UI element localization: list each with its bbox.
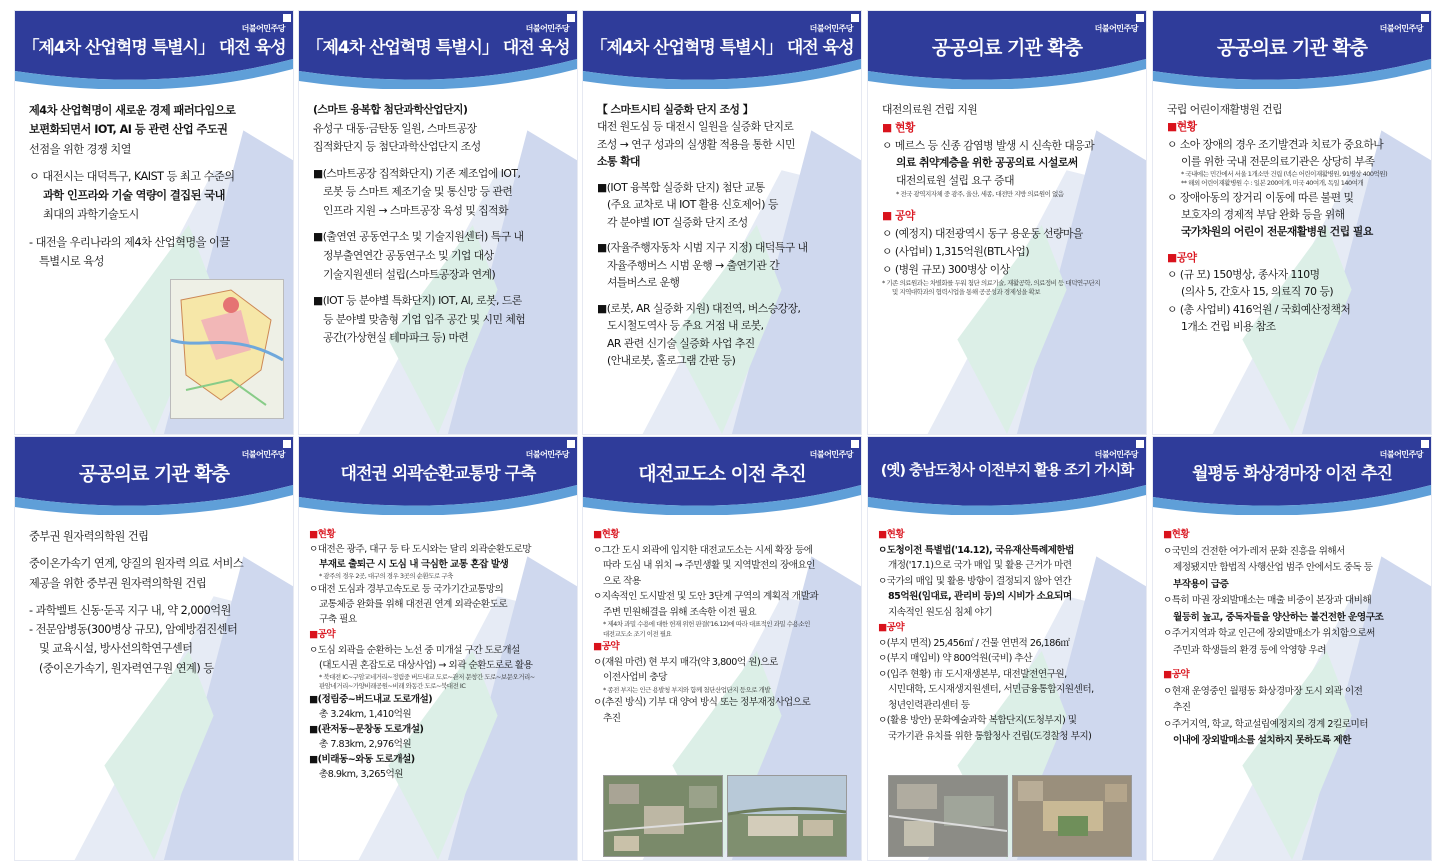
text-line: 주민과 학생들의 환경 등에 악영향 우려: [1173, 644, 1327, 656]
text-line: (대도시권 혼잡도로 대상사업) → 외곽 순환도로로 활용: [319, 659, 533, 671]
card-title: 대전권 외곽순환교통망 구축: [340, 464, 536, 484]
text-line: 85억원(임대료, 관리비 등)의 시비가 소요되며: [888, 591, 1072, 603]
footnote: * 기존 의료원과는 차별화를 두워 첨단 의료기술, 재활공학, 의료정비 등 대덕연구단지: [882, 278, 1101, 287]
section-heading: ■공약: [878, 622, 905, 634]
text-line: 대전의료원 설립 요구 증대: [896, 174, 1015, 188]
text-line: 주변 민원해결을 위해 조속한 이전 필요: [603, 606, 757, 618]
card-title: (옛) 충남도청사 이전부지 활용 조기 가시화: [880, 463, 1134, 479]
footnote: * 종전 부지는 인근 용발청 부지와 함께 첨단산업단지 등으로 개발: [603, 685, 771, 694]
text-line: 소통 확대: [597, 155, 640, 169]
text-line: 조성 → 연구 성과의 실생활 적용을 통한 시민: [597, 137, 795, 151]
text-line: 최대의 과학기술도시: [43, 208, 139, 222]
text-line: 공간(가상현실 테마파크 등) 마련: [323, 331, 469, 345]
text-line: ㅇ도심 외곽을 순환하는 노선 중 미개설 구간 도로개설: [309, 644, 520, 656]
aerial-photo-provincial-office: [1012, 775, 1132, 857]
card-medical-1: [867, 10, 1147, 435]
text-line: ■(관저동~문창동 도로개설): [309, 723, 424, 735]
footnote: 대전교도소 조기 이전 필요: [603, 629, 672, 638]
text-line: ■(출연연 공동연구소 및 기술지원센터) 특구 내: [313, 230, 524, 244]
text-line: 따라 도심 내 위치 → 주민생활 및 지역발전의 장애요인: [603, 560, 816, 572]
card-industry-3: [582, 10, 862, 435]
text-line: ■(로봇, AR 실증화 지원) 대전역, 버스승강장,: [597, 301, 801, 315]
card-body: [1167, 101, 1419, 335]
card-title: 대전교도소 이전 추진: [638, 463, 806, 485]
text-line: ㅇ (총 사업비) 416억원 / 국회예산정책처: [1167, 302, 1351, 316]
text-line: ㅇ (사업비) 1,315억원(BTL사업): [882, 245, 1030, 259]
aerial-photo-city: [603, 775, 723, 857]
text-line: 【 스마트시티 실증화 단지 조성 】: [597, 103, 754, 116]
text-line: ㅇ그간 도시 외곽에 입지한 대전교도소는 시세 확장 등에: [593, 544, 813, 556]
party-logo: 더불어민주당: [525, 24, 569, 33]
card-title: 공공의료 기관 확충: [1216, 37, 1368, 59]
footnote: * 국내에는 민간에서 서울 1개소만 건립 (넥슨 어린이재활병원, 91병상 400억원): [1181, 170, 1388, 179]
text-line: 으로 작용: [603, 575, 641, 587]
section-heading: ■공약: [593, 641, 620, 653]
section-heading: ■현황: [309, 529, 336, 540]
card-body: [29, 101, 281, 271]
text-line: 구축 필요: [319, 614, 357, 626]
text-line: ㅇ (규 모) 150병상, 종사자 110명: [1167, 267, 1320, 281]
text-line: 국가차원의 어린이 전문재활병원 건립 필요: [1181, 225, 1373, 239]
aerial-photo-downtown: [888, 775, 1008, 857]
text-line: 정부출연연간 공동연구소 및 기업 대상: [323, 248, 494, 262]
card-medical-3: [14, 436, 294, 861]
card-body: [593, 527, 853, 726]
corner-mark: [283, 14, 291, 22]
text-line: 이전사업비 충당: [603, 672, 667, 684]
text-line: 개정('17.1)으로 국가 매입 및 활용 근거가 마련: [888, 560, 1072, 572]
aerial-photo-prison: [727, 775, 847, 857]
text-line: 선점을 위한 경쟁 치열: [29, 142, 131, 156]
text-line: 인프라 지원 → 스마트공장 육성 및 집적화: [323, 203, 509, 217]
card-industry-1: [14, 10, 294, 435]
section-heading: ■공약: [1163, 669, 1190, 680]
text-line: ㅇ (병원 규모) 300병상 이상: [882, 262, 1010, 276]
text-line: ㅇ국가의 매입 및 활용 방향이 결정되지 않아 연간: [878, 575, 1072, 587]
party-logo: 더불어민주당: [241, 450, 285, 459]
text-line: 부재로 출퇴근 시 도심 내 극심한 교통 혼잡 발생: [319, 559, 509, 571]
section-heading: ■공약: [309, 629, 336, 641]
section-heading: ■ 현황: [882, 120, 915, 134]
footnote: 및 지역대학과의 협력시업을 통해 공공성과 경제성을 확보: [892, 288, 1041, 297]
text-line: ㅇ(추진 방식) 기부 대 양여 방식 또는 정부재정사업으로: [593, 697, 811, 709]
text-line: (스마트 융복합 첨단과학산업단지): [313, 103, 468, 116]
corner-mark: [1136, 440, 1144, 448]
card-body: [882, 101, 1134, 298]
text-line: 및 교육시설, 방사선의학연구센터: [39, 642, 193, 656]
corner-mark: [567, 14, 575, 22]
text-line: ■(자율주행자동차 시범 지구 지정) 대덕특구 내: [597, 241, 808, 255]
text-line: ■(IOT 융복합 실증화 단지) 첨단 교통: [597, 180, 765, 194]
text-line: 대전 원도심 등 대전시 일원을 실증화 단지로: [597, 120, 794, 134]
party-logo: 더불어민주당: [525, 450, 569, 459]
text-line: 월등히 높고, 중독자들을 양산하는 불건전한 운영구조: [1173, 611, 1384, 623]
card-title: 공공의료 기관 확충: [78, 463, 230, 485]
text-line: 중부권 원자력의학원 건립: [29, 530, 149, 543]
text-line: 교통체증 완화를 위해 대전권 연계 외곽순환도로: [319, 599, 508, 611]
text-line: 청년인력관리센터 등: [888, 699, 970, 711]
text-line: 자율주행버스 시범 운행 → 출연기관 간: [607, 258, 780, 272]
text-line: AR 관련 신기술 실증화 사업 추진: [607, 336, 755, 350]
text-line: ■(IOT 등 분야별 특화단지) IOT, AI, 로봇, 드론: [313, 294, 522, 308]
section-heading: ■ 공약: [882, 209, 915, 223]
text-line: 국립 어린이재활병원 건립: [1167, 103, 1283, 116]
card-body: [878, 527, 1138, 744]
text-line: 추진: [603, 712, 621, 724]
text-line: 대전의료원 건립 지원: [882, 103, 978, 116]
text-line: 로봇 등 스마트 제조기술 및 통신망 등 관련: [323, 185, 513, 199]
card-industry-2: [298, 10, 578, 435]
text-line: 의료 취약계층을 위한 공공의료 시설로써: [896, 156, 1078, 170]
text-line: 추진: [1173, 702, 1191, 713]
party-logo: 더불어민주당: [809, 450, 853, 459]
text-line: 총8.9km, 3,265억원: [319, 769, 404, 781]
corner-mark: [567, 440, 575, 448]
text-line: ㅇ(재원 마련) 현 부지 매각(약 3,800억 원)으로: [593, 656, 778, 668]
text-line: 보편화되면서 IOT, AI 등 관련 산업 주도권: [29, 123, 228, 137]
text-line: 총 7.83km, 2,976억원: [319, 739, 412, 751]
text-line: (중이온가속기, 원자력연구원 연계) 등: [39, 661, 214, 675]
text-line: 과학 인프라와 기술 역량이 결집된 국내: [43, 189, 225, 203]
text-line: - 대전을 우리나라의 제4차 산업혁명을 이끌: [29, 235, 230, 249]
text-line: ㅇ지속적인 도시발전 및 도안 3단계 구역의 계획적 개발과: [593, 591, 819, 603]
card-title: 「제4차 산업혁명 특별시」 대전 육성: [306, 38, 570, 58]
text-line: ■(스마트공장 집적화단지) 기존 제조업에 IOT,: [313, 166, 521, 180]
corner-mark: [1421, 14, 1429, 22]
text-line: ㅇ특히 마권 장외발매소는 매출 비중이 본장과 대비해: [1163, 595, 1372, 606]
text-line: ㅇ(부지 면적) 25,456㎡ / 건물 연면적 26,186㎡: [878, 637, 1070, 649]
text-line: 중이온가속기 연계, 양질의 원자력 의료 서비스: [29, 557, 244, 571]
text-line: ㅇ 장애아동의 장거리 이동에 따른 불편 및: [1167, 190, 1354, 204]
footnote: * 전국 광역지자체 중 광주, 울산, 세종, 대전만 지방 의료원이 없음: [896, 190, 1064, 199]
text-line: ㅇ대전은 광주, 대구 등 타 도시와는 달리 외곽순환도로망: [309, 544, 532, 556]
footnote: 판암네거리~가양비래공원~비래 와동간 도로~북대전 IC: [319, 682, 466, 691]
map-image: [170, 279, 284, 419]
footnote: * 제4차 과밀 수용에 대한 헌재 위헌 판결('16.12)에 따라 대표적인 과밀 수용소인: [603, 620, 810, 629]
text-line: 도시철도역사 등 주요 거점 내 로봇,: [607, 319, 764, 333]
card-old-provincial-office: [867, 436, 1147, 861]
text-line: 제4차 산업혁명이 새로운 경제 패러다임으로: [29, 104, 236, 117]
corner-mark: [851, 14, 859, 22]
text-line: ㅇ(부지 매입비) 약 800억원(국비) 추산: [878, 653, 1032, 665]
text-line: (주요 교차로 내 IOT 활용 신호제어) 등: [607, 198, 778, 212]
section-heading: ■현황: [1167, 120, 1197, 134]
section-heading: ■공약: [1167, 250, 1197, 264]
party-logo: 더불어민주당: [241, 24, 285, 33]
party-logo: 더불어민주당: [1094, 450, 1138, 459]
text-line: ㅇ 대전시는 대덕특구, KAIST 등 최고 수준의: [29, 169, 235, 183]
text-line: 보호자의 경제적 부담 완화 등을 위해: [1181, 208, 1345, 222]
text-line: 이내에 장외발매소를 설치하지 못하도록 제한: [1173, 735, 1351, 746]
text-line: 국가기관 유치를 위한 통합청사 건립(도경찰청 부지): [888, 730, 1092, 742]
card-prison: [582, 436, 862, 861]
footnote: * 북대전 IC~구암교네거리~정림중 버드내교 도로~관저 문창간 도로~보문오거리~: [319, 672, 535, 681]
text-line: ㅇ대전 도심과 경부고속도로 등 국가기간교통망의: [309, 583, 504, 595]
text-line: 시민대학, 도시재생지원센터, 서민금융통합지원센터,: [888, 684, 1094, 696]
text-line: 제공을 위한 중부권 원자력의학원 건립: [29, 576, 207, 590]
text-line: 특별시로 육성: [39, 254, 104, 268]
section-heading: ■현황: [593, 529, 620, 540]
card-body: [1163, 527, 1423, 750]
footnote: ** 해외 어린이재활병원 수 : 일본 200여개, 미국 40여개, 독일 140여개: [1181, 179, 1364, 188]
text-line: ■(정림중~버드내교 도로개설): [309, 693, 433, 705]
text-line: ㅇ 소아 장애의 경우 조기발견과 치료가 중요하나: [1167, 137, 1384, 151]
text-line: ㅇ국민의 건전한 여가·레저 문화 진흥을 위해서: [1163, 545, 1345, 557]
corner-mark: [283, 440, 291, 448]
card-title: 「제4차 산업혁명 특별시」 대전 육성: [22, 38, 286, 58]
card-horse-racing: [1152, 436, 1432, 861]
footnote: * 광주의 경우 2곳, 대구의 경우 3곳의 순환도로 구축: [319, 572, 453, 581]
corner-mark: [851, 440, 859, 448]
text-line: - 과학벨트 신동·둔곡 지구 내, 약 2,000억원: [29, 603, 231, 617]
card-title: 월평동 화상경마장 이전 추진: [1192, 464, 1392, 484]
text-line: 집적화단지 등 첨단과학산업단지 조성: [313, 140, 481, 154]
party-logo: 더불어민주당: [1094, 24, 1138, 33]
card-body: [597, 101, 849, 370]
text-line: ㅇ(입주 현황) 市 도시재생본부, 대전발전연구원,: [878, 668, 1067, 680]
text-line: ㅇ 메르스 등 신종 감염병 발생 시 신속한 대응과: [882, 138, 1095, 152]
section-heading: ■현황: [878, 529, 905, 540]
card-body: [29, 527, 281, 678]
corner-mark: [1136, 14, 1144, 22]
party-logo: 더불어민주당: [809, 24, 853, 33]
party-logo: 더불어민주당: [1379, 450, 1423, 459]
text-line: 1개소 건립 비용 참조: [1181, 319, 1276, 333]
card-transport: [298, 436, 578, 861]
text-line: 지속적인 원도심 침체 야기: [888, 606, 993, 618]
text-line: - 전문암병동(300병상 규모), 암예방검진센터: [29, 623, 238, 637]
text-line: ㅇ현재 운영중인 월평동 화상경마장 도시 외곽 이전: [1163, 685, 1363, 697]
text-line: ㅇ(활용 방안) 문화예술과학 복합단지(도청부지) 및: [878, 715, 1077, 727]
card-title: 「제4차 산업혁명 특별시」 대전 육성: [590, 38, 854, 58]
section-heading: ■현황: [1163, 529, 1190, 540]
card-title: 공공의료 기관 확충: [931, 37, 1083, 59]
text-line: 기술지원센터 설립(스마트공장과 연계): [323, 267, 496, 281]
text-line: ㅇ주거지역, 학교, 학교설립예정지의 경계 2킬로미터: [1163, 718, 1369, 730]
party-logo: 더불어민주당: [1379, 24, 1423, 33]
text-line: 각 분야별 IOT 실증화 단지 조성: [607, 215, 748, 229]
text-line: 등 분야별 맞춤형 기업 입주 공간 및 시민 체험: [323, 312, 526, 326]
text-line: ㅇ주거지역과 학교 인근에 장외발매소가 위치함으로써: [1163, 628, 1375, 639]
card-medical-2: [1152, 10, 1432, 435]
text-line: 이를 위한 국내 전문의료기관은 상당히 부족: [1181, 154, 1375, 168]
corner-mark: [1421, 440, 1429, 448]
text-line: ㅇ (예정지) 대전광역시 동구 용운동 선량마을: [882, 227, 1083, 241]
text-line: 유성구 대동·금탄동 일원, 스마트공장: [313, 121, 477, 135]
text-line: 총 3.24km, 1,410억원: [319, 708, 412, 720]
text-line: ■(비래동~와동 도로개설): [309, 754, 415, 766]
card-body: [309, 527, 569, 783]
card-body: [313, 101, 565, 348]
text-line: (안내로봇, 홀로그램 간판 등): [607, 354, 736, 368]
text-line: 셔틀버스로 운행: [607, 276, 680, 290]
text-line: ㅇ도청이전 특별법('14.12), 국유재산특례제한법: [878, 544, 1074, 556]
text-line: 부작용이 급증: [1173, 578, 1229, 590]
text-line: 제정됐지만 합법적 사행산업 범주 안에서도 중독 등: [1173, 562, 1373, 573]
text-line: (의사 5, 간호사 15, 의료직 70 등): [1181, 285, 1334, 299]
